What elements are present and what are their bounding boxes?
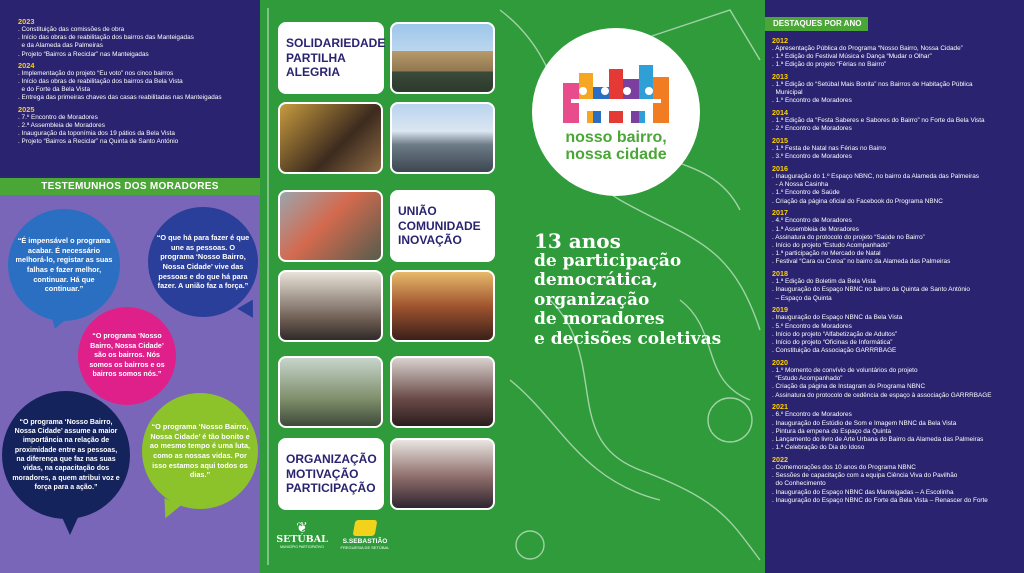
photo-group-indoor xyxy=(390,438,495,510)
highlight-item: . Criação da página oficial do Facebook do Programa NBNC xyxy=(772,197,943,205)
testimonials-title: TESTEMUNHOS DOS MORADORES xyxy=(0,178,260,195)
testimonial-text-4: “O programa ‘Nosso Bairro, Nossa Cidade’ assume a maior importância na relação de proximidade entre as pessoas, na diferença que faz nas suas vidas, na capacitação dos moradores, a quem atribui voz e força para a ação.” xyxy=(12,418,120,491)
sao-sebastiao-mark-icon xyxy=(353,520,378,536)
headline xyxy=(534,229,722,349)
highlight-item: . 1.ª Edição do Festival Música e Dança “Mudar o Olhar” xyxy=(772,52,932,60)
highlight-item: . 1.ª Edição do Boletim da Bela Vista xyxy=(772,278,876,286)
values-block-1 xyxy=(278,22,384,94)
photo-classroom xyxy=(278,270,383,342)
headline-line-2: de participação xyxy=(534,250,682,271)
highlights-title: DESTAQUES POR ANO xyxy=(765,17,868,31)
photo-monastery-group xyxy=(390,22,495,94)
highlight-year: 2021 xyxy=(772,402,788,412)
highlight-item: – Espaço da Quinta xyxy=(772,294,832,302)
highlight-item: - A Nossa Casinha xyxy=(772,181,829,189)
photo-showcase-event xyxy=(278,102,383,174)
values-block-3 xyxy=(278,438,384,510)
highlight-item: . Inauguração do Espaço NBNC do Forte da Bela Vista – Renascer do Forte xyxy=(772,496,988,504)
testimonial-bubble-3 xyxy=(78,307,176,405)
values-block-2 xyxy=(390,190,495,262)
headline-line-4: organização xyxy=(534,289,650,310)
highlight-year: 2020 xyxy=(772,358,788,368)
highlight-item: . 1.º Encontro de Saúde xyxy=(772,189,840,197)
photo-market-group xyxy=(390,102,495,174)
timeline-item: . Início das obras de reabilitação dos bairros da Bela Vista xyxy=(18,78,183,86)
highlight-year: 2022 xyxy=(772,455,788,465)
highlight-item: . Pintura da empena do Espaço da Quinta xyxy=(772,427,892,435)
logo-text-line-1: nosso bairro, xyxy=(565,129,667,146)
highlight-item: . Inauguração do Espaço NBNC da Bela Vista xyxy=(772,314,903,322)
value-word: MOTIVAÇÃO xyxy=(286,466,359,481)
value-word: SOLIDARIEDADE xyxy=(286,36,386,51)
testimonial-bubble-5 xyxy=(142,393,258,509)
timeline-item: e do Forte da Bela Vista xyxy=(18,86,90,94)
testimonial-bubble-4 xyxy=(2,391,130,519)
sao-sebastiao-logo xyxy=(336,520,394,550)
timeline-item: . Inauguração da toponímia dos 19 pátios da Bela Vista xyxy=(18,130,175,138)
highlight-item: . Inauguração do Espaço NBNC das Manteigadas – A Escolinha xyxy=(772,488,954,496)
highlight-item: . Criação da página de Instagram do Programa NBNC xyxy=(772,383,926,391)
timeline-item: . Implementação do projeto “Eu voto” nos cinco bairros xyxy=(18,69,174,77)
highlight-item: . 1.ª Assembleia de Moradores xyxy=(772,225,859,233)
testimonial-text-1: “É impensável o programa acabar. É necessário melhorá-lo, registar as suas falhas e fazer melhor, continuar. Há que continuar.” xyxy=(15,236,113,294)
bubble-tail xyxy=(60,513,80,535)
highlight-item: . Assinatura do protocolo de cedência de espaço à associação GARRRBAGE xyxy=(772,391,992,399)
highlight-year: 2012 xyxy=(772,35,788,45)
value-word: COMUNIDADE xyxy=(398,218,481,233)
highlight-year: 2014 xyxy=(772,108,788,117)
highlight-item: . Início do projeto “Alfabetização de Adultos” xyxy=(772,330,898,338)
highlight-year: 2019 xyxy=(772,305,788,315)
highlight-item: . Inauguração do Estúdio de Som e Imagem NBNC da Bela Vista xyxy=(772,419,957,427)
sao-sebastiao-sub: FREGUESIA DE SETÚBAL xyxy=(340,545,390,550)
highlight-item: . 4.º Encontro de Moradores xyxy=(772,217,852,225)
highlight-item: . 1.ª Edição da “Festa Saberes e Sabores do Bairro” no Forte da Bela Vista xyxy=(772,117,985,124)
highlight-item: “Estudo Acompanhado” xyxy=(772,375,843,383)
highlight-item: . Início do projeto “Oficinas de Informática” xyxy=(772,339,893,347)
timeline-year: 2024 xyxy=(18,60,35,70)
highlight-year: 2016 xyxy=(772,164,788,173)
left-timeline xyxy=(0,0,260,176)
setubal-name: SETÚBAL xyxy=(276,534,328,545)
timeline-item: . Projeto “Bairros a Reciclar” na Quinta de Santo António xyxy=(18,138,179,146)
testimonial-text-5: “O programa ‘Nosso Bairro, Nossa Cidade’ é tão bonito e ao mesmo tempo é uma luta, como as nossas vidas. Por isso estamos aqui todos os dias.” xyxy=(149,422,251,480)
highlight-item: do Conhecimento xyxy=(772,480,826,488)
highlight-item: Municipal xyxy=(772,89,803,96)
highlights-timeline xyxy=(772,33,1022,505)
testimonial-text-2: “O que há para fazer é que une as pessoas. O programa ‘Nosso Bairro, Nossa Cidade’ vive das pessoas e do que há para fazer. A união faz a força.” xyxy=(156,233,250,291)
highlight-item: . Apresentação Pública do Programa “Nosso Bairro, Nossa Cidade” xyxy=(772,44,963,52)
value-word: ALEGRIA xyxy=(286,65,340,80)
timeline-year: 2025 xyxy=(18,104,35,114)
value-word: PARTILHA xyxy=(286,50,346,65)
highlight-item: . 1.ª Celebração do Dia do Idoso xyxy=(772,444,865,452)
highlight-year: 2017 xyxy=(772,208,788,218)
highlight-year: 2013 xyxy=(772,71,788,81)
timeline-year: 2023 xyxy=(18,17,35,26)
highlight-year: 2015 xyxy=(772,136,788,145)
highlight-item: . 1.º Momento de convívio de voluntários do projeto xyxy=(772,367,918,375)
setubal-mark-icon: ❦ xyxy=(296,519,308,535)
timeline-item: . 2.ª Assembleia de Moradores xyxy=(18,121,105,129)
highlight-item: . Lançamento do livro de Arte Urbana do Bairro da Alameda das Palmeiras xyxy=(772,436,984,444)
highlight-item: . Sessões de capacitação com a equipa Ciência Viva do Pavilhão xyxy=(772,472,958,480)
highlight-item: . 3.º Encontro de Moradores xyxy=(772,153,852,161)
people-houses-icon xyxy=(561,61,671,125)
value-word: UNIÃO xyxy=(398,204,437,219)
highlight-item: . Festival “Cara ou Coroa” no bairro da Alameda das Palmeiras xyxy=(772,258,951,266)
highlight-item: . 1.ª participação no Mercado de Natal xyxy=(772,250,881,258)
program-logo xyxy=(532,28,700,196)
setubal-sub: MUNICÍPIO PARTICIPATIVO xyxy=(280,545,324,549)
highlight-year: 2018 xyxy=(772,269,788,279)
photo-community-hall xyxy=(278,356,383,428)
bubble-tail xyxy=(237,300,261,323)
timeline-item: e da Alameda das Palmeiras xyxy=(18,42,103,50)
highlight-item: . Constituição da Associação GARRRBAGE xyxy=(772,347,897,355)
photo-outdoor-stall xyxy=(278,190,383,262)
highlight-item: . 6.º Encontro de Moradores xyxy=(772,411,852,419)
headline-line-5: de moradores xyxy=(534,309,665,329)
highlight-item: . Inauguração do Espaço NBNC no bairro da Quinta de Santo António xyxy=(772,286,970,294)
highlight-item: . 2.º Encontro de Moradores xyxy=(772,125,852,133)
testimonials-panel xyxy=(0,195,260,573)
photo-meeting xyxy=(390,356,495,428)
sao-sebastiao-name: S.SEBASTIÃO xyxy=(342,538,388,545)
timeline-item: . Projeto “Bairros a Reciclar” nas Manteigadas xyxy=(18,50,149,58)
value-word: ORGANIZAÇÃO xyxy=(286,452,377,467)
value-word: INOVAÇÃO xyxy=(398,233,462,248)
highlight-item: . Assinatura do protocolo do projeto “Saúde no Bairro” xyxy=(772,233,925,241)
headline-line-6: e decisões coletivas xyxy=(534,328,722,349)
highlight-item: . 1.ª Festa de Natal nas Férias no Bairro xyxy=(772,145,886,152)
testimonial-bubble-2 xyxy=(148,207,258,317)
timeline-item: . 7.º Encontro de Moradores xyxy=(18,113,98,121)
timeline-item: . Entrega das primeiras chaves das casas reabilitadas nas Manteigadas xyxy=(18,94,222,102)
highlight-item: . 1.ª Edição do projeto “Férias no Bairro” xyxy=(772,61,887,68)
highlight-item: . Inauguração do 1.º Espaço NBNC, no bairro da Alameda das Palmeiras xyxy=(772,173,979,180)
value-word: PARTICIPAÇÃO xyxy=(286,481,376,496)
photo-auditorium xyxy=(390,270,495,342)
headline-line-1: 13 anos xyxy=(534,229,621,253)
highlight-item: . Comemorações dos 10 anos do Programa NBNC xyxy=(772,464,916,472)
testimonial-text-3: “O programa ‘Nosso Bairro, Nossa Cidade’ são os bairros. Nós somos os bairros e os bairros somos nós.” xyxy=(89,332,165,379)
logo-text-line-2: nossa cidade xyxy=(565,146,667,163)
setubal-logo xyxy=(272,520,332,549)
highlight-item: . 5.º Encontro de Moradores xyxy=(772,322,852,330)
highlight-item: . 1.º Encontro de Moradores xyxy=(772,97,852,105)
testimonial-bubble-1 xyxy=(8,209,120,321)
highlight-item: . 1.ª Edição do “Setúbal Mais Bonita” nos Bairros de Habitação Pública xyxy=(772,80,973,88)
highlight-item: . Início do projeto “Estudo Acompanhado” xyxy=(772,242,890,250)
timeline-item: . Constituição das comissões de obra xyxy=(18,26,125,33)
timeline-item: . Início das obras de reabilitação dos bairros das Manteigadas xyxy=(18,34,194,42)
headline-line-3: democrática, xyxy=(534,270,658,290)
